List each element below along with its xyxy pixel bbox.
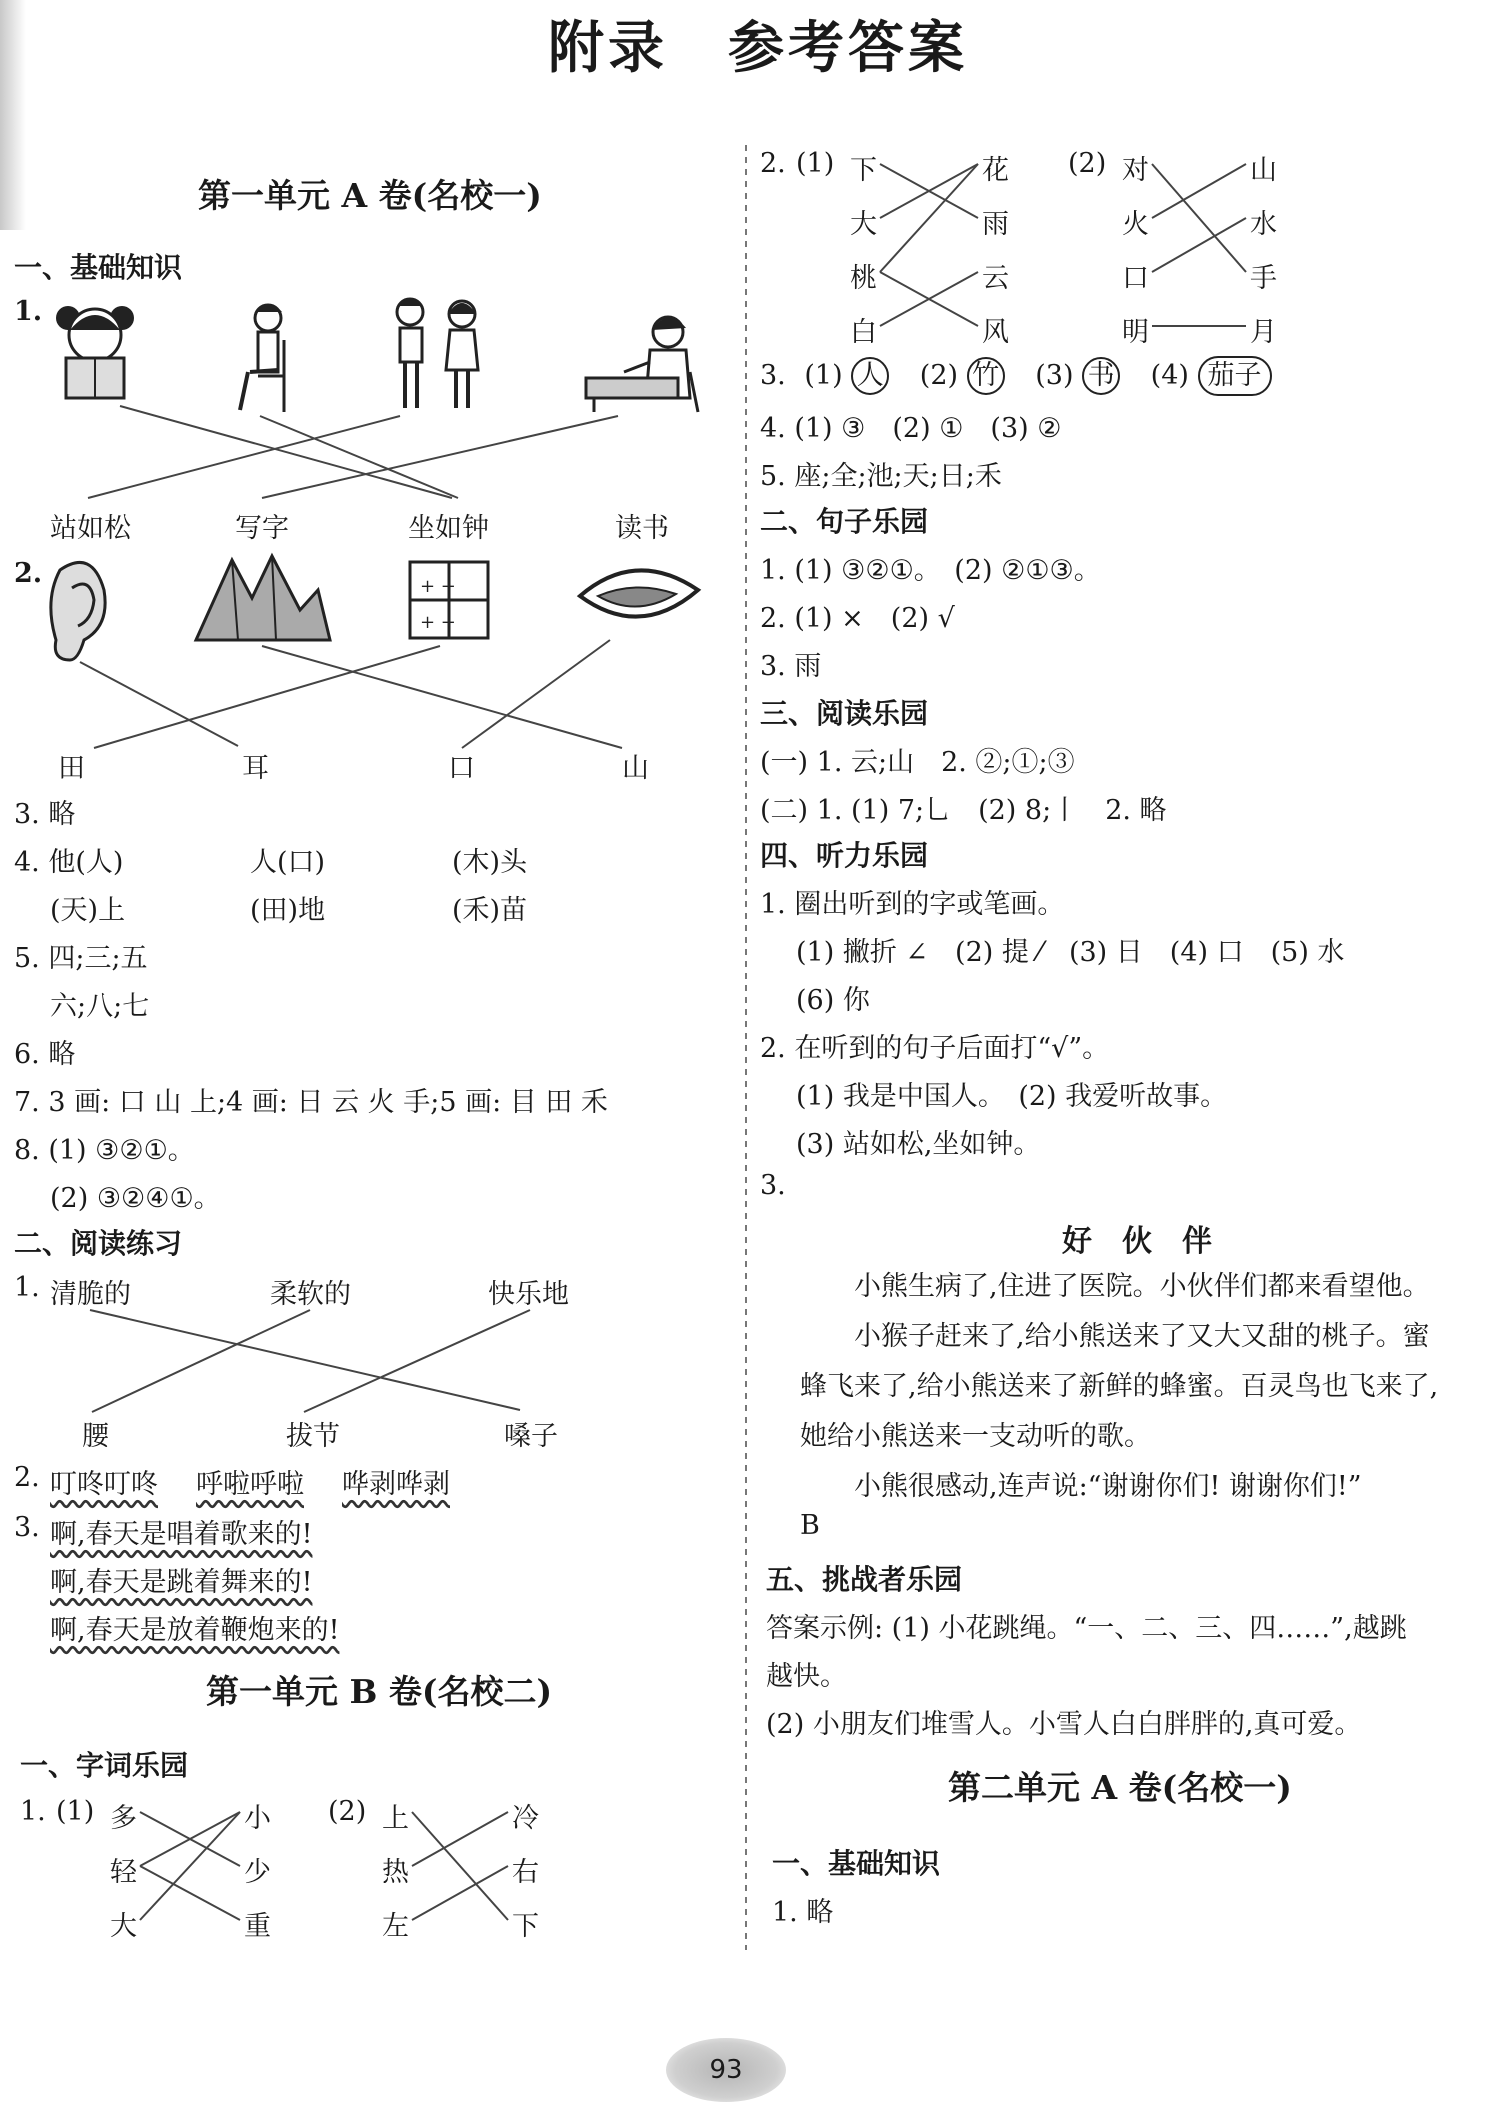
- q5-row2: 六;八;七: [50, 991, 150, 1022]
- q4-row2-a: (天)上: [50, 895, 126, 926]
- r-q2-part1-label: (1): [796, 148, 835, 179]
- r-l3: 3.: [760, 1170, 786, 1201]
- reading-q2-word-3: 哗剥哗剥: [342, 1469, 450, 1500]
- q4-row1-b: 人(口): [250, 847, 326, 878]
- q2-number: 2.: [14, 558, 43, 589]
- story-answer: B: [800, 1510, 820, 1541]
- q1-word-1: 站如松: [50, 513, 131, 544]
- q4-row2-c: (禾)苗: [452, 895, 528, 926]
- reading-q1-top-2: 柔软的: [270, 1279, 351, 1310]
- q2-char-3: 口: [448, 753, 475, 784]
- unit-b-title: 第一单元 B 卷(名校二): [206, 1672, 553, 1711]
- unit2-a-title: 第二单元 A 卷(名校一): [948, 1768, 1292, 1807]
- r-q3-prefix: 3.: [760, 360, 786, 391]
- story-paragraph-3: 小熊很感动,连声说:“谢谢你们! 谢谢你们!”: [854, 1471, 1362, 1502]
- svg-text:+ +: + +: [420, 612, 456, 633]
- b-g2-left-2: 热: [382, 1857, 409, 1888]
- r-q2-part2-label: (2): [1068, 148, 1107, 179]
- q2-char-4: 山: [622, 753, 649, 784]
- r-c1a: 答案示例: (1) 小花跳绳。“一、二、三、四……”,越跳: [766, 1613, 1407, 1644]
- section-sentence-park: 二、句子乐园: [760, 505, 929, 538]
- b-g2-right-2: 右: [512, 1857, 539, 1888]
- b-q1-part1-label: (1): [56, 1796, 95, 1827]
- q1-word-4: 读书: [615, 513, 669, 544]
- b-q1-number: 1.: [20, 1796, 46, 1827]
- svg-text:+ +: + +: [420, 576, 456, 597]
- b-g1-right-3: 重: [244, 1911, 271, 1942]
- r-q3-answer-4: 茄子: [1198, 356, 1272, 396]
- reading-q3-line-1: 啊,春天是唱着歌来的!: [50, 1519, 313, 1550]
- r-g2-left-2: 火: [1122, 209, 1149, 240]
- r-g2-left-3: 口: [1122, 263, 1149, 294]
- b-q1-part2-label: (2): [328, 1796, 367, 1827]
- r-g2-left-4: 明: [1122, 317, 1149, 348]
- r-l1: 1. 圈出听到的字或笔画。: [760, 889, 1065, 920]
- r-c2: (2) 小朋友们堆雪人。小雪人白白胖胖的,真可爱。: [766, 1709, 1362, 1740]
- r-s3: 3. 雨: [760, 651, 822, 682]
- r-q3-label-4: (4): [1150, 360, 1189, 391]
- r-g1-left-3: 桃: [850, 263, 877, 294]
- b-g1-left-3: 大: [110, 1911, 137, 1942]
- r-g1-left-2: 大: [850, 209, 877, 240]
- r-g2-right-2: 水: [1250, 209, 1277, 240]
- section-word-park: 一、字词乐园: [20, 1749, 189, 1782]
- reading-q3-line-2: 啊,春天是跳着舞来的!: [50, 1567, 313, 1598]
- story-paragraph-2: 小猴子赶来了,给小熊送来了又大又甜的桃子。蜜蜂飞来了,给小熊送来了新鲜的蜂蜜。百灵鸟也飞来了,她给小熊送来一支动听的歌。: [800, 1321, 1439, 1452]
- r-q4-answer: 4. (1) ③ (2) ① (3) ②: [760, 413, 1062, 444]
- q2-char-2: 耳: [242, 753, 269, 784]
- reading-q3-number: 3.: [14, 1512, 40, 1543]
- section-reading-practice: 二、阅读练习: [14, 1227, 183, 1260]
- r-g1-left-1: 下: [850, 155, 877, 186]
- story-title: 好 伙 伴: [1062, 1224, 1212, 1259]
- section-u2-basic: 一、基础知识: [772, 1847, 941, 1880]
- r-g2-left-1: 对: [1122, 155, 1149, 186]
- r-l1a: (1) 撇折 ∠ (2) 提 ⁄ (3) 日 (4) 口 (5) 水: [796, 937, 1345, 968]
- q3-answer: 3. 略: [14, 799, 76, 830]
- r-rd2: (二) 1. (1) 7;乚 (2) 8;丨 2. 略: [760, 795, 1167, 826]
- reading-q2-word-1: 叮咚叮咚: [50, 1469, 158, 1500]
- section-challenger-park: 五、挑战者乐园: [766, 1563, 963, 1596]
- q1-word-2: 写字: [235, 513, 289, 544]
- page-title: 附录 参考答案: [548, 15, 968, 81]
- page-number: 93: [666, 2038, 786, 2102]
- reading-q1-bottom-2: 拔节: [286, 1421, 340, 1452]
- r-c1b: 越快。: [766, 1661, 847, 1692]
- r-s1: 1. (1) ③②①。 (2) ②①③。: [760, 555, 1101, 586]
- b-g2-right-3: 下: [512, 1911, 539, 1942]
- r-q3-answer-3: 书: [1082, 357, 1120, 395]
- reading-q3-line-3: 啊,春天是放着鞭炮来的!: [50, 1615, 340, 1646]
- q6-answer: 6. 略: [14, 1039, 76, 1070]
- r-g1-right-3: 云: [982, 263, 1009, 294]
- b-g2-left-1: 上: [382, 1803, 409, 1834]
- r-u2-q1: 1. 略: [772, 1897, 834, 1928]
- q1-number: 1.: [14, 296, 43, 327]
- r-q3-row: [760, 356, 1272, 396]
- r-q3-label-1: (1): [804, 360, 843, 391]
- r-q3-label-2: (2): [919, 360, 959, 391]
- q4-row2-b: (田)地: [250, 895, 326, 926]
- b-g1-right-2: 少: [244, 1857, 271, 1888]
- reading-q1-bottom-3: 嗓子: [504, 1421, 558, 1452]
- r-l1b: (6) 你: [796, 985, 870, 1016]
- r-q3-answer-2: 竹: [967, 357, 1005, 395]
- b-g2-left-3: 左: [382, 1911, 409, 1942]
- r-s2: 2. (1) × (2) √: [760, 603, 955, 634]
- reading-q2-number: 2.: [14, 1462, 40, 1493]
- q8-row2: (2) ③②④①。: [50, 1183, 221, 1214]
- b-g2-right-1: 冷: [512, 1803, 539, 1834]
- reading-q1-top-1: 清脆的: [50, 1279, 131, 1310]
- r-l2b: (3) 站如松,坐如钟。: [796, 1129, 1041, 1160]
- q5-row1: 5. 四;三;五: [14, 943, 148, 974]
- q8-row1: 8. (1) ③②①。: [14, 1135, 195, 1166]
- r-g1-left-4: 白: [850, 317, 877, 348]
- r-l2a: (1) 我是中国人。 (2) 我爱听故事。: [796, 1081, 1228, 1112]
- r-q5-answer: 5. 座;全;池;天;日;禾: [760, 461, 1002, 492]
- b-g1-left-1: 多: [110, 1803, 137, 1834]
- r-l2: 2. 在听到的句子后面打“√”。: [760, 1033, 1110, 1064]
- q1-word-3: 坐如钟: [408, 513, 489, 544]
- r-q3-label-3: (3): [1035, 360, 1074, 391]
- reading-q1-top-3: 快乐地: [488, 1279, 569, 1310]
- reading-q2-word-2: 呼啦呼啦: [196, 1469, 304, 1500]
- b-g1-left-2: 轻: [110, 1857, 137, 1888]
- r-g1-right-1: 花: [982, 155, 1009, 186]
- section-basic-knowledge: 一、基础知识: [14, 251, 183, 284]
- reading-q1-number: 1.: [14, 1272, 40, 1303]
- q4-row1-a: 4. 他(人): [14, 847, 124, 878]
- story-paragraph-1: 小熊生病了,住进了医院。小伙伴们都来看望他。: [854, 1271, 1430, 1302]
- section-listening-park: 四、听力乐园: [760, 839, 929, 872]
- r-g2-right-1: 山: [1250, 155, 1277, 186]
- r-g2-right-4: 月: [1250, 317, 1277, 348]
- r-g1-right-2: 雨: [982, 209, 1009, 240]
- q4-row1-c: (木)头: [452, 847, 528, 878]
- section-reading-park: 三、阅读乐园: [760, 697, 929, 730]
- q2-char-1: 田: [58, 753, 85, 784]
- r-rd1: (一) 1. 云;山 2. ②;①;③: [760, 747, 1075, 778]
- r-q2-number: 2.: [760, 148, 786, 179]
- r-q3-answer-1: 人: [851, 357, 889, 395]
- r-g2-right-3: 手: [1250, 263, 1277, 294]
- r-g1-right-4: 风: [982, 317, 1009, 348]
- reading-q1-bottom-1: 腰: [82, 1421, 109, 1452]
- b-g1-right-1: 小: [244, 1803, 271, 1834]
- q7-answer: 7. 3 画: 口 山 上;4 画: 日 云 火 手;5 画: 目 田 禾: [14, 1087, 608, 1118]
- unit-a-title: 第一单元 A 卷(名校一): [198, 176, 542, 215]
